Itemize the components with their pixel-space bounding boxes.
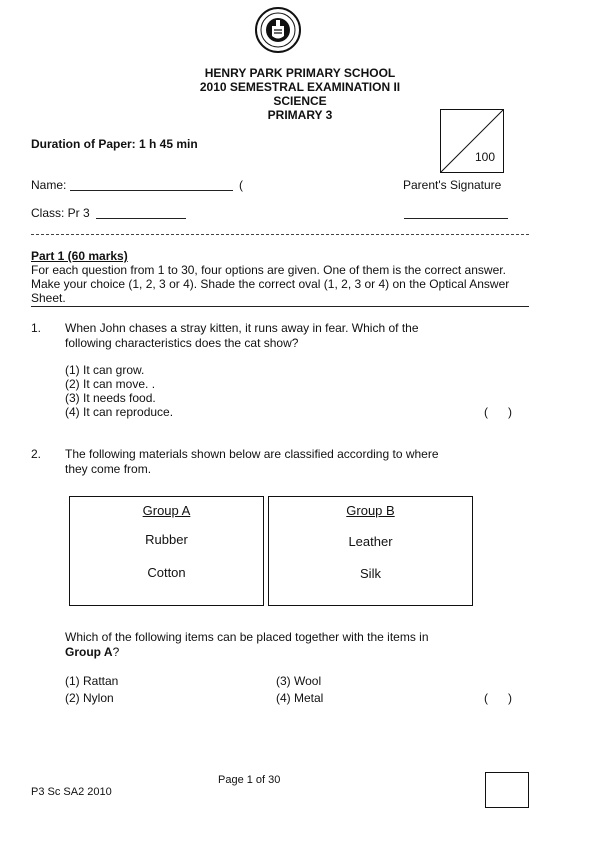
- q2-question-bold: Group A: [65, 645, 113, 659]
- name-label: Name:: [31, 178, 67, 192]
- header-separator: [31, 234, 529, 235]
- q1-options: [65, 363, 173, 419]
- q2-answer-bracket[interactable]: ( ): [484, 691, 512, 705]
- q1-option-1[interactable]: (1) It can grow.: [65, 363, 145, 377]
- q2-question-end: ?: [112, 645, 120, 659]
- school-name: HENRY PARK PRIMARY SCHOOL: [204, 66, 396, 80]
- q1-text-line: following characteristics does the cat show?: [65, 336, 299, 350]
- page-number: Page 1 of 30: [218, 774, 281, 786]
- q1-text: [65, 321, 419, 351]
- parent-signature-label: Parent's Signature: [403, 178, 502, 192]
- q1-option-4[interactable]: (4) It can reproduce.: [65, 405, 174, 419]
- part1-instructions: [31, 263, 551, 305]
- q2-option-3[interactable]: (3) Wool: [276, 674, 322, 688]
- q2-option-2[interactable]: (2) Nylon: [65, 691, 114, 705]
- subject-title: SCIENCE: [273, 94, 327, 108]
- page-score-box[interactable]: [485, 772, 529, 808]
- level-title: PRIMARY 3: [267, 108, 333, 122]
- exam-header: [0, 66, 600, 122]
- q1-option-3[interactable]: (3) It needs food.: [65, 391, 156, 405]
- instruction-line: Make your choice (1, 2, 3 or 4). Shade the correct oval (1, 2, 3 or 4) on the Optical Answer: [31, 277, 510, 291]
- exam-title: 2010 SEMESTRAL EXAMINATION II: [199, 80, 401, 94]
- group-a-title: Group A: [142, 503, 191, 518]
- q2-option-1[interactable]: (1) Rattan: [65, 674, 119, 688]
- name-underline[interactable]: [70, 190, 233, 191]
- score-total: 100: [474, 150, 495, 164]
- q2-number: 2.: [31, 447, 42, 461]
- signature-underline[interactable]: [404, 218, 508, 219]
- school-crest-logo: [254, 6, 302, 54]
- group-b-title: Group B: [346, 503, 395, 518]
- q2-question-line: Which of the following items can be placed together with the items in: [65, 630, 429, 644]
- q1-answer-bracket[interactable]: ( ): [484, 405, 512, 419]
- instructions-separator: [31, 306, 529, 307]
- q2-question: [65, 630, 429, 660]
- part1-heading: Part 1 (60 marks): [31, 249, 128, 263]
- class-underline[interactable]: [96, 218, 186, 219]
- q1-option-2[interactable]: (2) It can move. .: [65, 377, 156, 391]
- name-paren: (: [239, 178, 243, 192]
- q2-option-4[interactable]: (4) Metal: [276, 691, 324, 705]
- group-a-item: Rubber: [145, 532, 188, 547]
- group-b-item: Silk: [360, 566, 381, 581]
- group-b-item: Leather: [348, 534, 393, 549]
- q2-text-line: they come from.: [65, 462, 152, 476]
- class-label: Class: Pr 3: [31, 206, 90, 220]
- q1-text-line: When John chases a stray kitten, it runs away in fear. Which of the: [65, 321, 419, 335]
- score-box: [440, 109, 504, 173]
- instruction-line: Sheet.: [31, 291, 66, 305]
- group-a-item: Cotton: [147, 565, 186, 580]
- instruction-line: For each question from 1 to 30, four options are given. One of them is the correct answer.: [31, 263, 506, 277]
- q2-text: [65, 447, 439, 477]
- paper-code: P3 Sc SA2 2010: [31, 786, 112, 798]
- q1-number: 1.: [31, 321, 42, 335]
- q2-text-line: The following materials shown below are classified according to where: [65, 447, 439, 461]
- group-b-box: [268, 496, 473, 606]
- group-a-box: [69, 496, 264, 606]
- duration-text: Duration of Paper: 1 h 45 min: [31, 137, 198, 151]
